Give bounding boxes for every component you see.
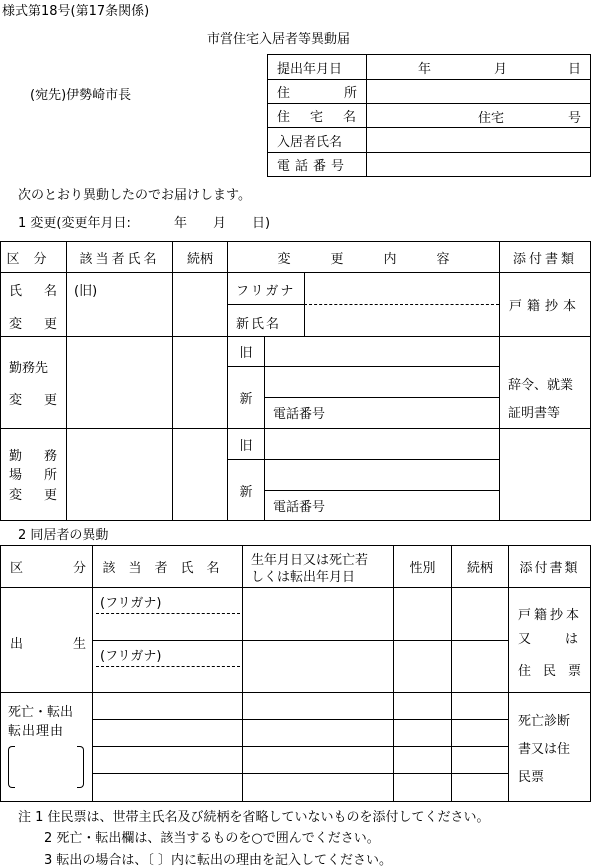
s2-header-sex: 性別	[409, 561, 436, 576]
location-phone-label: 電話番号	[273, 500, 326, 515]
name-change-label-1: 氏名	[9, 284, 80, 299]
s1-header-content: 変更内容	[277, 251, 490, 267]
location-new-label: 新	[239, 484, 253, 500]
housing-number-label: 号	[568, 111, 582, 126]
submission-date-label: 提出年月日	[277, 61, 343, 77]
note-1: 注 1 住民票は、世帯主氏名及び続柄を省略していないものを添付してください。	[18, 810, 490, 825]
death-label-1: 死亡・転出	[8, 705, 74, 720]
s2-header-category: 区分	[10, 561, 137, 576]
old-name-label: (旧)	[74, 284, 98, 299]
birth-furigana-1: (フリガナ)	[100, 596, 162, 611]
housing-name-label: 住宅名	[277, 110, 377, 125]
location-old-label: 旧	[239, 438, 253, 454]
date-month-label: 月	[494, 62, 508, 77]
birth-attachment-2: 又は	[518, 631, 612, 647]
location-change-label-3: 変更	[9, 488, 80, 503]
reason-bracket-right	[77, 746, 84, 788]
address-label: 住所	[277, 86, 412, 101]
new-name-label: 新氏名	[236, 317, 282, 332]
phone-label: 電話番号	[277, 159, 350, 174]
intro-text: 次のとおり異動したのでお届けします。	[18, 188, 251, 203]
resident-name-label: 入居者氏名	[277, 134, 343, 150]
death-attachment-1: 死亡診断	[518, 714, 571, 729]
workplace-change-label-2: 変更	[9, 393, 80, 408]
s1-header-attachment: 添付書類	[512, 251, 577, 267]
section2-heading: 2 同居者の異動	[18, 528, 109, 543]
s1-header-name: 該当者氏名	[79, 251, 160, 267]
note-2: 2 死亡・転出欄は、該当するものを○で囲んでください。	[44, 831, 380, 846]
birth-label: 出生	[10, 637, 137, 652]
date-day-label: 日	[568, 62, 582, 77]
workplace-phone-label: 電話番号	[273, 407, 326, 422]
death-attachment-2: 書又は住	[518, 742, 571, 757]
addressee: (宛先)伊勢崎市長	[30, 88, 132, 103]
page-title: 市営住宅入居者等異動届	[207, 32, 351, 47]
date-year-label: 年	[418, 62, 432, 77]
workplace-attachment-1: 辞令、就業	[508, 378, 574, 393]
location-change-label-2: 場所	[9, 468, 80, 483]
s2-header-date-2: しくは転出年月日	[251, 570, 356, 585]
workplace-old-label: 旧	[239, 346, 253, 361]
death-attachment-3: 民票	[518, 770, 545, 785]
workplace-new-label: 新	[239, 392, 253, 407]
death-label-2: 転出理由	[8, 724, 65, 739]
s2-header-attachment: 添付書類	[519, 561, 580, 576]
reason-bracket-left	[8, 746, 15, 788]
section1-heading: 1 変更(変更年月日: 年 月 日)	[18, 216, 271, 231]
housing-label: 住宅	[478, 111, 505, 126]
form-number: 様式第18号(第17条関係)	[2, 4, 150, 19]
s2-header-relation: 続柄	[466, 561, 493, 576]
s1-header-relation: 続柄	[186, 251, 213, 267]
name-change-attachment: 戸籍抄本	[508, 299, 581, 314]
workplace-change-label-1: 勤務先	[9, 361, 49, 376]
birth-furigana-2: (フリガナ)	[100, 649, 162, 664]
name-change-label-2: 変更	[9, 317, 80, 332]
furigana-label: フリガナ	[236, 284, 296, 299]
s2-header-name: 該当者氏名	[102, 561, 233, 576]
location-change-label-1: 勤務	[9, 449, 80, 464]
s1-header-category: 区分	[6, 251, 61, 267]
s2-header-date-1: 生年月日又は死亡若	[251, 553, 369, 568]
note-3: 3 転出の場合は、〔 〕内に転出の理由を記入してください。	[44, 853, 393, 868]
birth-attachment-3: 住民票	[518, 664, 594, 679]
workplace-attachment-2: 証明書等	[508, 406, 561, 421]
birth-attachment-1: 戸籍抄本	[518, 608, 583, 623]
